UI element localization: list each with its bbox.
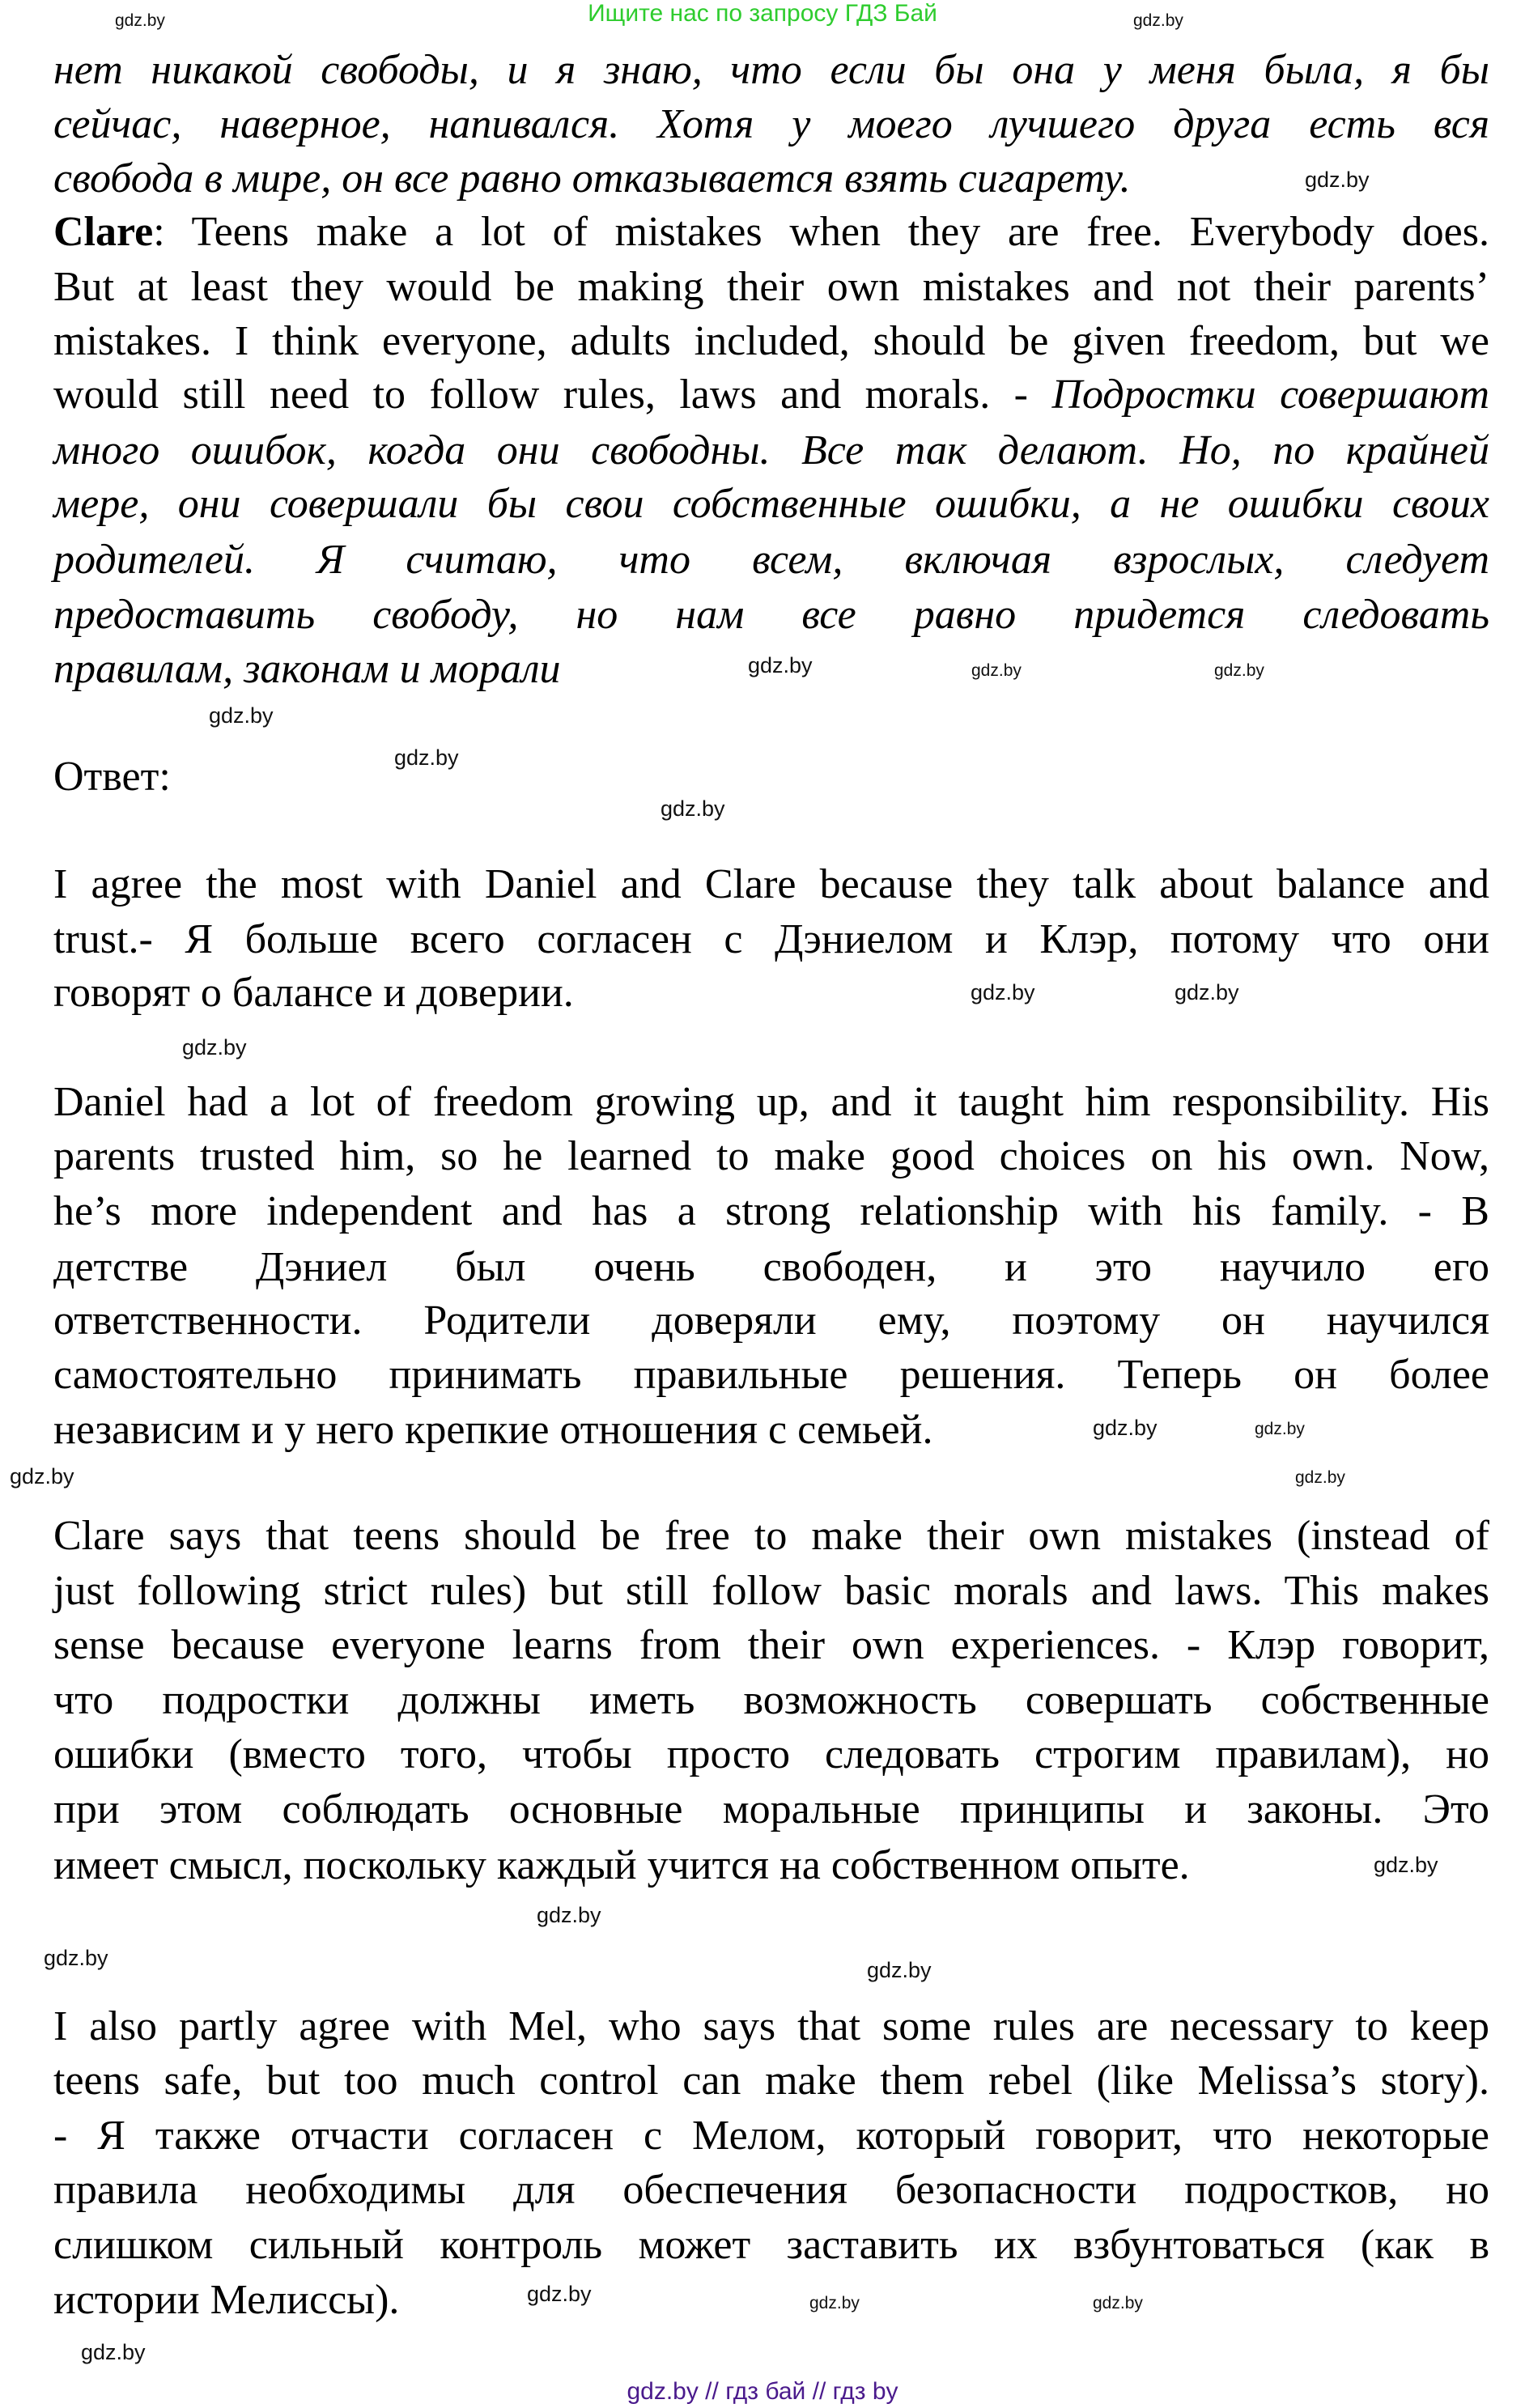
text-line xyxy=(53,1674,1489,1727)
text-line xyxy=(53,368,1489,422)
text-segment: правила необходимы для обеспечения безопасности подростков, но xyxy=(53,2167,1489,2213)
text-segment: детстве Дэниел был очень свободен, и это научило его xyxy=(53,1244,1489,1290)
text-segment: правилам, законам и морали xyxy=(53,646,561,692)
text-segment: would still need to follow rules, laws and morals. - xyxy=(53,372,1052,418)
text-segment: при этом соблюдать основные моральные принципы и законы. Это xyxy=(53,1786,1489,1833)
text-segment: he’s more independent and has a strong relationship with his family. - В xyxy=(53,1188,1489,1234)
text-segment: говорят о балансе и доверии. xyxy=(53,970,574,1016)
watermark: gdz.by xyxy=(115,11,165,30)
text-segment: But at least they would be making their own mistakes and not their parents’ xyxy=(53,264,1489,310)
watermark: gdz.by xyxy=(971,980,1035,1004)
speaker-name: Clare xyxy=(53,209,154,255)
text-line xyxy=(53,2109,1489,2163)
text-segment: самостоятельно принимать правильные решения. Теперь он более xyxy=(53,1352,1489,1398)
text-segment: имеет смысл, поскольку каждый учится на собственном опыте. xyxy=(53,1842,1190,1888)
watermark: gdz.by xyxy=(1093,1416,1158,1440)
text-segment: Clare says that teens should be free to make their own mistakes (instead of xyxy=(53,1513,1489,1559)
text-segment: много ошибок, когда они свободны. Все так делают. Но, по крайней xyxy=(53,427,1489,474)
watermark: gdz.by xyxy=(394,745,459,770)
text-line xyxy=(53,2274,399,2327)
text-segment: sense because everyone learns from their own experiences. - Клэр говорит, xyxy=(53,1622,1489,1668)
text-line xyxy=(53,44,1489,97)
text-line xyxy=(53,2000,1489,2053)
text-line xyxy=(53,1130,1489,1183)
text-segment: I also partly agree with Mel, who says that some rules are necessary to keep xyxy=(53,2003,1489,2049)
watermark: gdz.by xyxy=(748,653,813,677)
text-line xyxy=(53,1510,1489,1563)
text-segment: trust.- Я больше всего согласен с Дэниелом и Клэр, потому что они xyxy=(53,916,1489,962)
text-line xyxy=(53,2219,1489,2272)
text-segment: сейчас, наверное, напивался. Хотя у моего лучшего друга есть вся xyxy=(53,101,1489,147)
text-segment: : Teens make a lot of mistakes when they are free. Everybody does. xyxy=(153,209,1489,255)
watermark: gdz.by xyxy=(1214,661,1264,680)
watermark: gdz.by xyxy=(1133,11,1183,30)
watermark: gdz.by xyxy=(81,2340,146,2364)
watermark: gdz.by xyxy=(527,2282,592,2306)
watermark: gdz.by xyxy=(10,1464,74,1489)
watermark: gdz.by xyxy=(537,1903,601,1927)
watermark: gdz.by xyxy=(1093,2294,1143,2312)
watermark: gdz.by xyxy=(1305,168,1370,192)
watermark: gdz.by xyxy=(182,1035,247,1060)
watermark: gdz.by xyxy=(209,703,274,728)
text-segment: ошибки (вместо того, чтобы просто следовать строгим правилам), но xyxy=(53,1731,1489,1777)
text-line xyxy=(53,424,1489,478)
text-line xyxy=(53,1565,1489,1618)
text-line xyxy=(53,1783,1489,1837)
watermark: gdz.by xyxy=(867,1958,932,1982)
watermark: gdz.by xyxy=(1175,980,1239,1004)
text-line xyxy=(53,478,1489,531)
text-segment: just following strict rules) but still follow basic morals and laws. This makes xyxy=(53,1568,1489,1614)
watermark: gdz.by xyxy=(44,1946,108,1970)
text-line xyxy=(53,261,1489,314)
text-line xyxy=(53,315,1489,368)
text-segment: независим и у него крепкие отношения с семьей. xyxy=(53,1407,933,1453)
text-line xyxy=(53,2054,1489,2108)
text-segment: parents trusted him, so he learned to make good choices on his own. Now, xyxy=(53,1133,1489,1179)
text-segment: мере, они совершали бы свои собственные ошибки, а не ошибки своих xyxy=(53,481,1489,527)
watermark: gdz.by xyxy=(1255,1420,1305,1438)
text-segment: I agree the most with Daniel and Clare because they talk about balance and xyxy=(53,861,1489,907)
text-segment: истории Мелиссы). xyxy=(53,2277,400,2323)
text-line xyxy=(53,1728,1489,1782)
text-line xyxy=(53,1185,1489,1238)
text-line xyxy=(53,1241,1489,1294)
text-line xyxy=(53,858,1489,911)
text-line xyxy=(53,643,561,696)
text-line xyxy=(53,1404,932,1457)
text-line xyxy=(53,2164,1489,2217)
text-segment: Подростки совершают xyxy=(1051,372,1489,418)
text-line xyxy=(53,206,1489,259)
text-segment: предоставить свободу, но нам все равно придется следовать xyxy=(53,592,1489,638)
text-segment: - Я также отчасти согласен с Мелом, который говорит, что некоторые xyxy=(53,2113,1489,2159)
text-segment: свобода в мире, он все равно отказывается взять сигарету. xyxy=(53,155,1131,202)
text-segment: что подростки должны иметь возможность совершать собственные xyxy=(53,1677,1489,1723)
text-line xyxy=(53,1839,1190,1892)
text-segment: teens safe, but too much control can make them rebel (like Melissa’s story). xyxy=(53,2058,1489,2104)
text-line xyxy=(53,1294,1489,1348)
search-banner: Ищите нас по запросу ГДЗ Бай xyxy=(588,0,937,27)
watermark: gdz.by xyxy=(1374,1853,1438,1877)
text-segment: слишком сильный контроль может заставить их взбунтоваться (как в xyxy=(53,2222,1489,2268)
text-line xyxy=(53,1619,1489,1672)
text-segment: нет никакой свободы, и я знаю, что если бы она у меня была, я бы xyxy=(53,47,1489,93)
answer-label: Ответ: xyxy=(53,754,171,800)
watermark: gdz.by xyxy=(809,2294,860,2312)
text-line xyxy=(53,1076,1489,1129)
text-line xyxy=(53,98,1489,151)
text-line xyxy=(53,533,1489,587)
text-segment: Daniel had a lot of freedom growing up, and it taught him responsibility. His xyxy=(53,1079,1489,1125)
text-line xyxy=(53,588,1489,642)
text-line xyxy=(53,913,1489,966)
text-line xyxy=(53,966,574,1020)
watermark: gdz.by xyxy=(661,796,725,821)
text-line xyxy=(53,1348,1489,1402)
watermark: gdz.by xyxy=(1295,1468,1345,1487)
text-line xyxy=(53,152,1131,206)
text-segment: ответственности. Родители доверяли ему, поэтому он научился xyxy=(53,1297,1489,1344)
footer-links[interactable]: gdz.by // гдз бай // гдз by xyxy=(627,2378,898,2405)
text-segment: родителей. Я считаю, что всем, включая взрослых, следует xyxy=(53,537,1489,583)
watermark: gdz.by xyxy=(971,661,1022,680)
text-segment: mistakes. I think everyone, adults included, should be given freedom, but we xyxy=(53,318,1489,364)
